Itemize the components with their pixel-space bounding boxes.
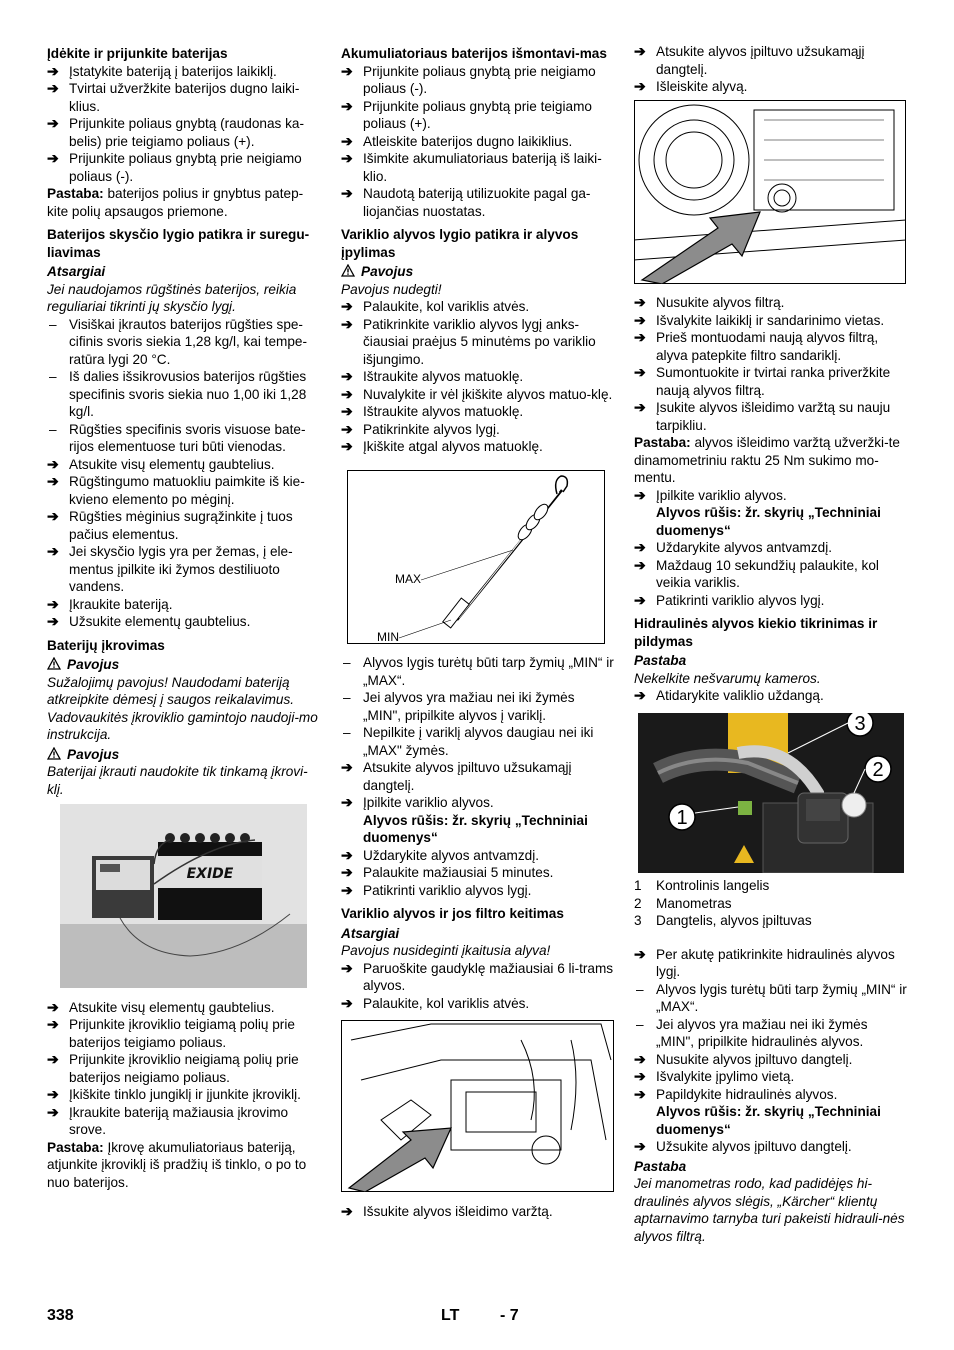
steps-fill-oil — [341, 759, 614, 812]
dash-text: Visiškai įkrautos baterijos rūgšties spe-cifinis svoris siekia 1,28 kg/l, kai tempe-ratūra lygi 20 °C. — [69, 316, 307, 367]
dash-item — [341, 724, 614, 759]
step-item — [634, 1051, 907, 1069]
step-item — [47, 1016, 322, 1051]
caution-text: Jei naudojamos rūgštinės baterijos, reikia reguliariai tikrinti jų skysčio lygį. — [47, 281, 297, 314]
step-text: Per akutę patikrinkite hidraulinės alyvos lygį. — [656, 946, 895, 979]
note-text-3: Jei manometras rodo, kad padidėjęs hi-draulinės alyvos slėgis, „Kärcher“ klientų aptarnavimo tarnyba turi pakeisti hidrauli-nės alyvos filtrą. — [634, 1176, 905, 1244]
arrow-bullet-icon: ➔ — [341, 759, 353, 775]
arrow-bullet-icon: ➔ — [634, 539, 646, 555]
step-item — [47, 596, 322, 614]
step-item — [634, 78, 907, 96]
dash-text: Alyvos lygis turėtų būti tarp žymių „MIN“ ir „MAX“. — [363, 655, 614, 688]
danger-1-text: Sužalojimų pavojus! Naudodami bateriją atkreipkite dėmesį į saugos reikalavimus. Vadovaukitės įkroviklio gamintojo naudoji-mo instrukcija. — [47, 674, 318, 742]
dash-text: Jei alyvos yra mažiau nei iki žymės „MIN", pripilkite alyvos į variklį. — [363, 690, 575, 723]
arrow-bullet-icon: ➔ — [47, 62, 59, 79]
dash-item — [47, 316, 322, 369]
arrow-bullet-icon: ➔ — [341, 420, 353, 437]
caution-label-2: Atsargiai — [341, 925, 400, 941]
step-text: Papildykite hidraulinės alyvos. — [656, 1086, 838, 1102]
step-item — [341, 98, 614, 133]
step-text: Rūgštingumo matuokliu paimkite iš kie-kvieno elemento po mėginį. — [69, 474, 305, 507]
battery-charger-photo — [60, 804, 322, 993]
engine-filter-illustration — [634, 100, 906, 284]
step-item — [634, 399, 907, 434]
oil-type-ref: Alyvos rūšis: žr. skyrių „Techniniai duomenys“ — [363, 812, 588, 845]
heading-install-battery: Įdėkite ir prijunkite baterijas — [47, 46, 228, 61]
step-text: Paruoškite gaudyklę mažiausiai 6 li-trams alyvos. — [363, 960, 614, 993]
dipstick-figure — [347, 470, 614, 649]
step-text: Atsukite alyvos įpiltuvo užsukamąjį dangtelį. — [363, 760, 572, 793]
step-text: Palaukite mažiausiai 5 minutes. — [363, 865, 554, 880]
step-text: Ištraukite alyvos matuoklę. — [363, 404, 524, 419]
step-text: Įpilkite variklio alyvos. — [363, 795, 494, 810]
step-text: Patikrinkite variklio alyvos lygį anks-čiausiai praėjus 5 minutėms po variklio išjungimo. — [363, 316, 596, 367]
arrow-bullet-icon: ➔ — [634, 1138, 646, 1154]
step-text: Įstatykite bateriją į baterijos laikiklį. — [69, 63, 277, 79]
arrow-bullet-icon: ➔ — [634, 329, 646, 345]
page-number: 338 — [47, 1307, 74, 1324]
step-item — [47, 508, 322, 543]
dash-item — [47, 368, 322, 421]
dash-item — [634, 981, 907, 1016]
heading-hydraulic: Hidraulinės alyvos kiekio tikrinimas ir pildymas — [634, 616, 878, 649]
dash-bullet: – — [49, 316, 57, 332]
step-text: Tvirtai užveržkite baterijos dugno laiki-klius. — [69, 81, 300, 114]
step-item — [634, 1138, 907, 1156]
step-item — [47, 80, 322, 115]
step-item — [47, 63, 322, 81]
arrow-bullet-icon: ➔ — [341, 403, 353, 419]
step-text: Uždarykite alyvos antvamzdį. — [363, 847, 540, 863]
step-item — [47, 999, 322, 1017]
step-text: Naudotą bateriją utilizuokite pagal ga-liojančias nuostatas. — [363, 186, 591, 219]
step-item — [634, 592, 907, 610]
arrow-bullet-icon: ➔ — [341, 385, 353, 402]
arrow-bullet-icon: ➔ — [47, 473, 59, 489]
step-text: Įpilkite variklio alyvos. — [656, 487, 787, 503]
step-text: Įkraukite bateriją. — [69, 596, 173, 612]
steps-fluid — [47, 456, 322, 631]
arrow-bullet-icon: ➔ — [634, 78, 646, 94]
step-text: Atsukite visų elementų gaubtelius. — [69, 999, 275, 1015]
step-item — [634, 294, 907, 312]
dash-item — [634, 1016, 907, 1051]
arrow-bullet-icon: ➔ — [634, 591, 646, 608]
column-1 — [47, 43, 322, 1191]
step-text: Išvalykite įpylimo vietą. — [656, 1069, 795, 1084]
step-item — [341, 864, 614, 882]
arrow-bullet-icon: ➔ — [341, 368, 353, 384]
arrow-bullet-icon: ➔ — [634, 311, 646, 328]
step-text: Įkiškite atgal alyvos matuoklę. — [363, 439, 543, 454]
note-text-2: Nekelkite nešvarumų kameros. — [634, 670, 821, 686]
heading-battery-removal: Akumuliatoriaus baterijos išmontavi-mas — [341, 46, 607, 61]
dipstick-illustration — [347, 470, 605, 644]
step-item — [341, 316, 614, 369]
dash-bullet: – — [49, 369, 57, 384]
warning-triangle-icon — [341, 264, 355, 277]
dash-text: Jei alyvos yra mažiau nei iki žymės „MIN", pripilkite hidraulinės alyvos. — [656, 1016, 868, 1049]
step-item — [634, 312, 907, 330]
steps-close-cap — [634, 1138, 907, 1156]
arrow-bullet-icon: ➔ — [634, 1050, 646, 1067]
hydraulic-photo — [638, 713, 907, 878]
heading-charging: Baterijų įkrovimas — [47, 637, 165, 653]
arrow-bullet-icon: ➔ — [47, 455, 59, 472]
legend-text: Manometras — [656, 895, 732, 911]
column-3 — [634, 43, 907, 1245]
step-item — [341, 882, 614, 900]
step-text: Atsukite visų elementų gaubtelius. — [69, 456, 275, 472]
arrow-bullet-icon: ➔ — [47, 150, 59, 166]
arrow-bullet-icon: ➔ — [341, 185, 353, 201]
arrow-bullet-icon: ➔ — [634, 1068, 646, 1084]
oil-type-ref-2: Alyvos rūšis: žr. skyrių „Techniniai duomenys“ — [656, 505, 881, 538]
steps-hydraulic-fill — [634, 1051, 907, 1104]
caution-text-2: Pavojus nusideginti įkaitusia alyva! — [341, 943, 551, 958]
warning-triangle-icon — [47, 747, 61, 760]
step-text: Atleiskite baterijos dugno laikiklius. — [363, 133, 573, 149]
step-item — [341, 386, 614, 404]
step-item — [341, 133, 614, 151]
step-text: Jei skysčio lygis yra per žemas, į ele-mentus įpilkite iki žymos destiliuoto vandens. — [69, 544, 293, 594]
legend-text: Kontrolinis langelis — [656, 878, 770, 893]
min-label: MIN — [377, 629, 399, 644]
step-item — [47, 543, 322, 596]
step-item — [47, 456, 322, 474]
arrow-bullet-icon: ➔ — [341, 994, 353, 1011]
section-page: - 7 — [500, 1307, 519, 1324]
dash-item — [341, 654, 614, 689]
dash-bullet: – — [636, 981, 644, 997]
step-item — [341, 403, 614, 421]
arrow-bullet-icon: ➔ — [47, 1016, 59, 1032]
arrow-bullet-icon: ➔ — [47, 595, 59, 612]
arrow-bullet-icon: ➔ — [47, 613, 59, 629]
danger-2: Pavojus — [47, 746, 322, 764]
step-item — [47, 1104, 322, 1139]
steps-install — [47, 63, 322, 186]
danger-1: Pavojus — [47, 656, 322, 674]
steps-after-fill — [341, 847, 614, 900]
drain-plug-figure — [341, 1020, 614, 1197]
dash-text: Iš dalies išsikrovusios baterijos rūgšties specifinis svoris siekia nuo 1,00 iki 1,28 kg/l. — [69, 369, 307, 419]
dash-item — [341, 689, 614, 724]
engine-filter-figure — [634, 100, 907, 289]
step-item — [341, 759, 614, 794]
dash-bullet: – — [343, 725, 351, 740]
arrow-bullet-icon: ➔ — [341, 97, 353, 114]
step-text: Prijunkite įkroviklio teigiamą polių prie baterijos teigiamo poliaus. — [69, 1017, 295, 1050]
step-text: Patikrinkite alyvos lygį. — [363, 421, 500, 437]
step-item — [634, 43, 907, 78]
note-battery-poles: Pastaba: baterijos polius ir gnybtus patep-kite polių apsaugos priemone. — [47, 186, 304, 219]
dash-text: Nepilkite į variklį alyvos daugiau nei iki „MAX" žymės. — [363, 725, 594, 758]
dash-list-oil-level — [341, 654, 614, 759]
step-text: Prieš montuodami naują alyvos filtrą, alyva patepkite filtro sandariklį. — [656, 330, 879, 363]
step-item — [634, 1068, 907, 1086]
legend-text: Dangtelis, alyvos įpiltuvas — [656, 913, 812, 928]
steps-removal — [341, 63, 614, 221]
note-torque: Pastaba: alyvos išleidimo varžtą užveržki-te dinamometriniu raktu 25 Nm sukimo mo-mentu. — [634, 435, 900, 485]
hydraulic-tank-illustration — [638, 713, 904, 873]
steps-filter — [634, 294, 907, 434]
step-text: Prijunkite poliaus gnybtą (raudonas ka-belis) prie teigiamo poliaus (+). — [69, 116, 305, 149]
legend-item — [634, 912, 907, 930]
step-text: Prijunkite poliaus gnybtą prie neigiamo poliaus (-). — [363, 63, 596, 96]
oil-type-ref-3: Alyvos rūšis: žr. skyrių „Techniniai duomenys“ — [656, 1104, 881, 1137]
arrow-bullet-icon: ➔ — [341, 794, 353, 810]
step-item — [341, 63, 614, 98]
legend-item — [634, 895, 907, 913]
arrow-bullet-icon: ➔ — [341, 150, 353, 166]
caution-label: Atsargiai — [47, 264, 106, 279]
arrow-bullet-icon: ➔ — [634, 687, 646, 703]
legend-number: 1 — [634, 878, 642, 893]
steps-oil-change — [341, 960, 614, 1013]
step-text: Įkiškite tinklo jungiklį ir įjunkite įkroviklį. — [69, 1087, 301, 1102]
step-text: Prijunkite įkroviklio neigiamą polių prie baterijos neigiamo poliaus. — [69, 1052, 299, 1085]
step-item — [634, 557, 907, 592]
step-text: Nusukite alyvos įpiltuvo dangtelį. — [656, 1051, 853, 1067]
step-text: Išvalykite laikiklį ir sandarinimo vietas. — [656, 312, 885, 328]
column-2 — [341, 43, 614, 1220]
arrow-bullet-icon: ➔ — [341, 846, 353, 863]
step-item — [47, 613, 322, 631]
arrow-bullet-icon: ➔ — [47, 1086, 59, 1102]
step-text: Atsukite alyvos įpiltuvo užsukamąjį dangtelį. — [656, 44, 865, 77]
heading-oil-check: Variklio alyvos lygio patikra ir alyvos įpylimas — [341, 227, 579, 260]
arrow-bullet-icon: ➔ — [341, 438, 353, 454]
arrow-bullet-icon: ➔ — [634, 294, 646, 310]
step-item — [634, 539, 907, 557]
arrow-bullet-icon: ➔ — [341, 881, 353, 898]
step-item — [341, 185, 614, 220]
step-item — [634, 946, 907, 981]
step-item — [341, 960, 614, 995]
arrow-bullet-icon: ➔ — [341, 62, 353, 79]
arrow-bullet-icon: ➔ — [634, 556, 646, 573]
note-label-2: Pastaba — [634, 653, 687, 668]
step-item — [341, 150, 614, 185]
legend-number: 2 — [634, 895, 642, 911]
dash-list-acid — [47, 316, 322, 456]
step-text: Ištraukite alyvos matuoklę. — [363, 369, 524, 384]
step-item — [47, 1051, 322, 1086]
arrow-bullet-icon: ➔ — [634, 945, 646, 962]
step-item — [341, 421, 614, 439]
callout-1: 1 — [676, 806, 688, 829]
callout-2: 2 — [872, 758, 884, 781]
legend-item — [634, 877, 907, 895]
step-item — [47, 115, 322, 150]
step-item — [47, 473, 322, 508]
steps-open-cover — [634, 687, 907, 705]
arrow-bullet-icon: ➔ — [47, 80, 59, 96]
step-text: Prijunkite poliaus gnybtą prie neigiamo poliaus (-). — [69, 151, 302, 184]
exide-label: EXIDE — [186, 866, 234, 882]
dash-item — [47, 421, 322, 456]
arrow-bullet-icon: ➔ — [47, 998, 59, 1015]
step-item — [634, 364, 907, 399]
battery-charger-illustration — [60, 804, 307, 988]
engine-drain-illustration — [341, 1020, 614, 1192]
arrow-bullet-icon: ➔ — [634, 364, 646, 380]
step-item — [341, 298, 614, 316]
heading-fluid-level: Baterijos skysčio lygio patikra ir suregu-liavimas — [47, 227, 310, 260]
step-text: Palaukite, kol variklis atvės. — [363, 995, 530, 1011]
step-text: Užsukite alyvos įpiltuvo dangtelį. — [656, 1139, 852, 1154]
step-text: Išsukite alyvos išleidimo varžtą. — [363, 1203, 553, 1219]
max-label: MAX — [395, 571, 422, 586]
steps-refill — [634, 487, 907, 505]
arrow-bullet-icon: ➔ — [341, 1202, 353, 1219]
dash-bullet: – — [343, 655, 351, 670]
danger-burn: Pavojus — [341, 263, 614, 281]
note-label-3: Pastaba — [634, 1158, 687, 1174]
dash-list-hydraulic — [634, 981, 907, 1051]
step-item — [341, 368, 614, 386]
arrow-bullet-icon: ➔ — [341, 298, 353, 314]
step-item — [341, 847, 614, 865]
step-item — [47, 150, 322, 185]
dash-text: Alyvos lygis turėtų būti tarp žymių „MIN“ ir „MAX“. — [656, 981, 907, 1014]
step-item — [634, 1086, 907, 1104]
legend — [634, 877, 907, 930]
arrow-bullet-icon: ➔ — [341, 864, 353, 880]
step-text: Įsukite alyvos išleidimo varžtą su nauju tarpikliu. — [656, 400, 891, 433]
arrow-bullet-icon: ➔ — [47, 1051, 59, 1067]
steps-drain-oil — [634, 43, 907, 96]
step-text: Patikrinti variklio alyvos lygį. — [363, 882, 532, 898]
steps-oil-check — [341, 298, 614, 456]
arrow-bullet-icon: ➔ — [47, 508, 59, 524]
arrow-bullet-icon: ➔ — [341, 959, 353, 976]
arrow-bullet-icon: ➔ — [634, 43, 646, 59]
language-code: LT — [441, 1307, 460, 1324]
arrow-bullet-icon: ➔ — [634, 399, 646, 415]
arrow-bullet-icon: ➔ — [47, 543, 59, 559]
step-text: Uždarykite alyvos antvamzdį. — [656, 540, 833, 555]
warning-triangle-icon — [47, 657, 61, 670]
step-item — [634, 329, 907, 364]
step-text: Patikrinti variklio alyvos lygį. — [656, 592, 825, 608]
step-item — [634, 687, 907, 705]
danger-2-text: Baterijai įkrauti naudokite tik tinkamą įkrovi-klį. — [47, 764, 308, 797]
step-text: Atidarykite valiklio uždangą. — [656, 688, 824, 703]
dash-text: Rūgšties specifinis svoris visuose bate-rijos elementuose turi būti vienodas. — [69, 421, 306, 454]
arrow-bullet-icon: ➔ — [47, 115, 59, 131]
heading-oil-change: Variklio alyvos ir jos filtro keitimas — [341, 906, 564, 921]
step-item — [341, 995, 614, 1013]
arrow-bullet-icon: ➔ — [341, 315, 353, 332]
arrow-bullet-icon: ➔ — [47, 1103, 59, 1120]
step-text: Prijunkite poliaus gnybtą prie teigiamo poliaus (+). — [363, 98, 592, 131]
step-text: Išleiskite alyvą. — [656, 79, 748, 94]
step-text: Išimkite akumuliatoriaus bateriją iš laiki-klio. — [363, 151, 602, 184]
step-text: Nusukite alyvos filtrą. — [656, 295, 785, 310]
arrow-bullet-icon: ➔ — [634, 486, 646, 503]
step-item — [47, 1086, 322, 1104]
step-text: Sumontuokite ir tvirtai ranka priveržkite naują alyvos filtrą. — [656, 365, 891, 398]
note-after-charging: Pastaba: Įkrovę akumuliatoriaus bateriją, atjunkite įkroviklį iš pradžių iš tinklo, o po to nuo baterijos. — [47, 1139, 307, 1190]
dash-bullet: – — [49, 421, 57, 437]
step-text: Rūgšties mėginius sugrąžinkite į tuos pačius elementus. — [69, 509, 293, 542]
dash-bullet: – — [636, 1016, 644, 1032]
step-item — [341, 794, 614, 812]
arrow-bullet-icon: ➔ — [341, 132, 353, 149]
step-text: Įkraukite bateriją mažiausia įkrovimo srove. — [69, 1104, 289, 1137]
legend-number: 3 — [634, 913, 642, 928]
step-text: Maždaug 10 sekundžių palaukite, kol veikia variklis. — [656, 557, 879, 590]
step-text: Palaukite, kol variklis atvės. — [363, 299, 530, 314]
dash-bullet: – — [343, 690, 351, 705]
callout-3: 3 — [854, 712, 866, 735]
step-text: Užsukite elementų gaubtelius. — [69, 614, 251, 629]
arrow-bullet-icon: ➔ — [634, 1085, 646, 1102]
steps-drain — [341, 1203, 614, 1221]
step-item — [341, 438, 614, 456]
steps-charging — [47, 999, 322, 1139]
step-item — [341, 1203, 614, 1221]
steps-after-refill — [634, 539, 907, 609]
step-item — [634, 487, 907, 505]
step-text: Nuvalykite ir vėl įkiškite alyvos matuo-klę. — [363, 386, 613, 402]
steps-check-sight — [634, 946, 907, 981]
danger-burn-text: Pavojus nudegti! — [341, 281, 442, 297]
